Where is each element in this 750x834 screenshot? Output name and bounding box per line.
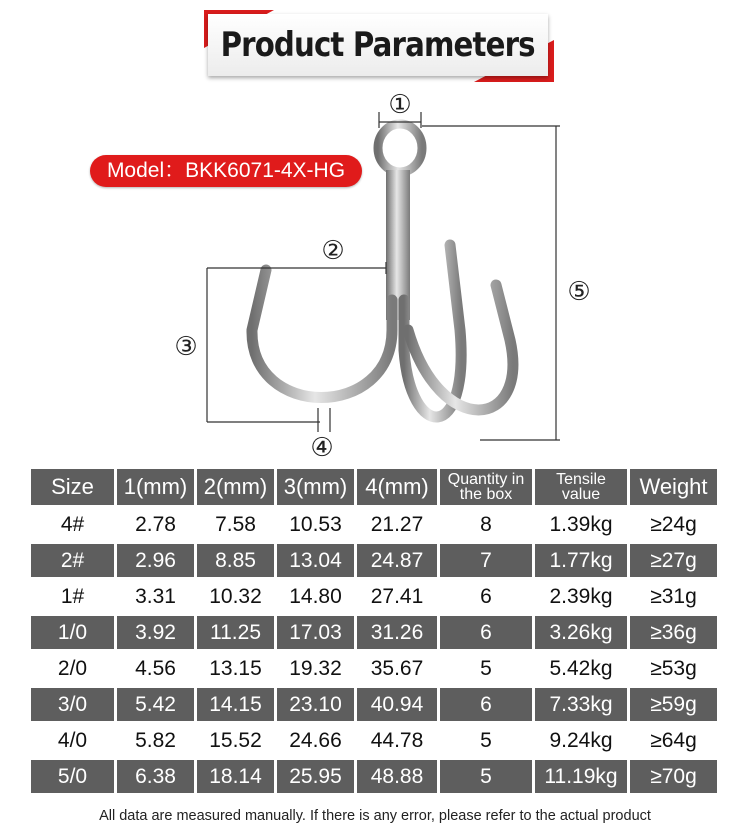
cell-dim-3: 17.03: [277, 616, 354, 649]
cell-tensile: 1.77kg: [535, 544, 627, 577]
cell-tensile: 7.33kg: [535, 688, 627, 721]
dim-label-3: ③: [174, 332, 198, 362]
cell-dim-3: 25.95: [277, 760, 354, 793]
cell-quantity: 5: [440, 652, 532, 685]
header-dim-3: 3(mm): [277, 469, 354, 505]
cell-dim-4: 27.41: [357, 580, 437, 613]
hook-left-bend: [252, 270, 392, 398]
table-row: [31, 688, 717, 721]
cell-dim-4: 44.78: [357, 724, 437, 757]
cell-size: 2/0: [31, 652, 114, 685]
cell-size: 4/0: [31, 724, 114, 757]
cell-tensile: 1.39kg: [535, 508, 627, 541]
table-row: [31, 544, 717, 577]
cell-size: 3/0: [31, 688, 114, 721]
cell-quantity: 7: [440, 544, 532, 577]
header-dim-1: 1(mm): [117, 469, 194, 505]
model-badge: Model：BKK6071-4X-HG: [90, 155, 362, 187]
cell-size: 4#: [31, 508, 114, 541]
cell-weight: ≥27g: [630, 544, 717, 577]
cell-dim-1: 5.42: [117, 688, 194, 721]
cell-dim-2: 15.52: [197, 724, 274, 757]
cell-dim-3: 13.04: [277, 544, 354, 577]
cell-dim-1: 3.92: [117, 616, 194, 649]
cell-size: 1#: [31, 580, 114, 613]
cell-size: 1/0: [31, 616, 114, 649]
table-row: [31, 508, 717, 541]
header-dim-4: 4(mm): [357, 469, 437, 505]
cell-tensile: 9.24kg: [535, 724, 627, 757]
cell-dim-4: 21.27: [357, 508, 437, 541]
cell-dim-4: 31.26: [357, 616, 437, 649]
table-row: [31, 580, 717, 613]
cell-dim-2: 18.14: [197, 760, 274, 793]
cell-size: 5/0: [31, 760, 114, 793]
table-row: [31, 652, 717, 685]
cell-weight: ≥70g: [630, 760, 717, 793]
cell-dim-4: 48.88: [357, 760, 437, 793]
dim-label-5: ⑤: [567, 277, 591, 307]
treble-hook-diagram: [0, 80, 750, 465]
cell-dim-2: 11.25: [197, 616, 274, 649]
cell-dim-1: 5.82: [117, 724, 194, 757]
cell-tensile: 11.19kg: [535, 760, 627, 793]
cell-dim-3: 23.10: [277, 688, 354, 721]
cell-weight: ≥53g: [630, 652, 717, 685]
cell-dim-1: 4.56: [117, 652, 194, 685]
dim-label-4: ④: [310, 433, 334, 463]
cell-dim-2: 7.58: [197, 508, 274, 541]
cell-weight: ≥64g: [630, 724, 717, 757]
banner-plate: [208, 14, 548, 76]
cell-dim-2: 14.15: [197, 688, 274, 721]
table-row: [31, 616, 717, 649]
header-quantity: Quantity in the box: [440, 469, 532, 505]
footer-disclaimer: All data are measured manually. If there is any error, please refer to the actual product: [99, 808, 651, 824]
cell-dim-2: 10.32: [197, 580, 274, 613]
cell-dim-1: 2.96: [117, 544, 194, 577]
cell-dim-1: 2.78: [117, 508, 194, 541]
cell-dim-4: 40.94: [357, 688, 437, 721]
cell-dim-4: 24.87: [357, 544, 437, 577]
cell-dim-4: 35.67: [357, 652, 437, 685]
cell-weight: ≥31g: [630, 580, 717, 613]
cell-quantity: 6: [440, 688, 532, 721]
cell-dim-3: 24.66: [277, 724, 354, 757]
cell-weight: ≥59g: [630, 688, 717, 721]
cell-dim-3: 10.53: [277, 508, 354, 541]
cell-tensile: 5.42kg: [535, 652, 627, 685]
dim-label-2: ②: [321, 236, 345, 266]
cell-tensile: 2.39kg: [535, 580, 627, 613]
header-tensile: Tensile value: [535, 469, 627, 505]
cell-dim-2: 8.85: [197, 544, 274, 577]
cell-dim-3: 14.80: [277, 580, 354, 613]
cell-size: 2#: [31, 544, 114, 577]
hook-eye: [378, 124, 422, 172]
title-banner: [204, 10, 554, 82]
cell-quantity: 5: [440, 760, 532, 793]
spec-table: [28, 466, 720, 796]
cell-dim-2: 13.15: [197, 652, 274, 685]
cell-dim-1: 3.31: [117, 580, 194, 613]
dim-label-1: ①: [388, 90, 412, 120]
cell-quantity: 6: [440, 616, 532, 649]
header-dim-2: 2(mm): [197, 469, 274, 505]
cell-weight: ≥24g: [630, 508, 717, 541]
cell-tensile: 3.26kg: [535, 616, 627, 649]
page-title: Product Parameters: [220, 25, 536, 65]
cell-dim-1: 6.38: [117, 760, 194, 793]
cell-quantity: 8: [440, 508, 532, 541]
cell-dim-3: 19.32: [277, 652, 354, 685]
header-weight: Weight: [630, 469, 717, 505]
table-row: [31, 724, 717, 757]
cell-quantity: 5: [440, 724, 532, 757]
table-row: [31, 760, 717, 793]
header-size: Size: [31, 469, 114, 505]
cell-quantity: 6: [440, 580, 532, 613]
table-header-row: [31, 469, 717, 505]
cell-weight: ≥36g: [630, 616, 717, 649]
